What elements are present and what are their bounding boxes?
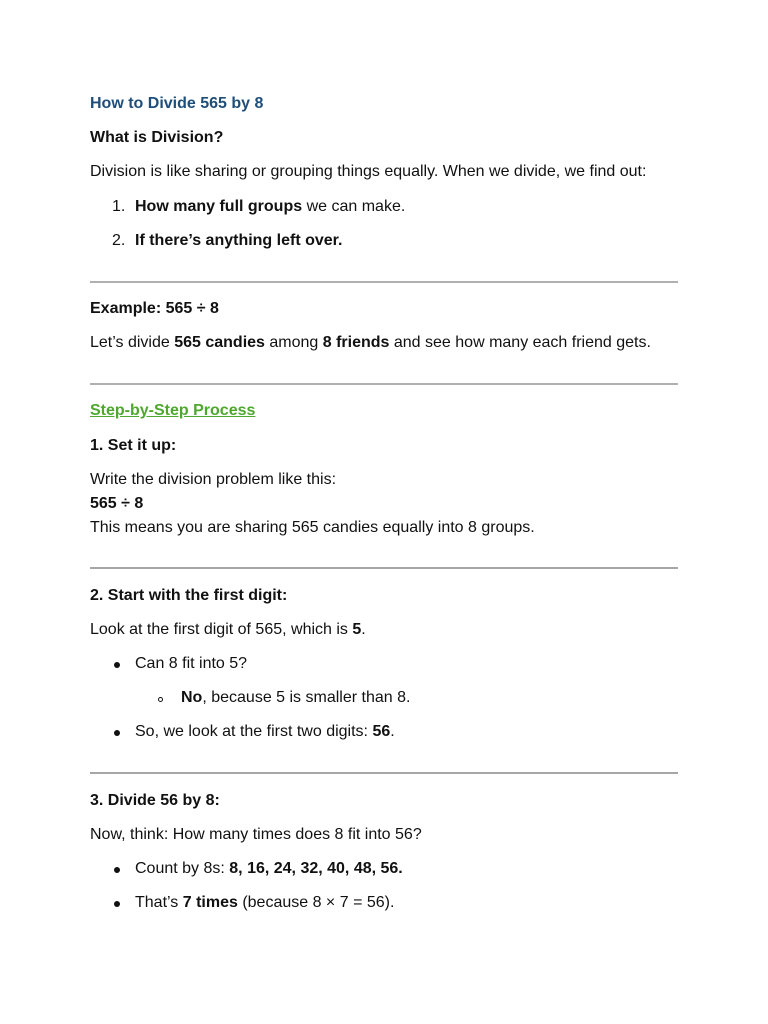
step2-bullet-2-text: So, we look at the first two digits: [135,723,373,740]
example-text-3: and see how many each friend gets. [389,334,651,351]
step1-line3: This means you are sharing 565 candies equally into 8 groups. [90,519,535,536]
document-title: How to Divide 565 by 8 [90,95,264,112]
example-heading: Example: 565 ÷ 8 [90,300,219,317]
divider [90,383,678,385]
step3-bullet-1-text: Count by 8s: [135,860,230,877]
step3-bullet-2 [135,893,394,913]
intro-paragraph: Division is like sharing or grouping things equally. When we divide, we find out: [90,163,647,180]
divider [90,772,678,774]
step3-bullet-1-bold: 8, 16, 24, 32, 40, 48, 56. [229,860,403,877]
example-text-1: Let’s divide [90,334,175,351]
step3-heading: 3. Divide 56 by 8: [90,792,220,809]
step2-text: Look at the first digit of 565, which is [90,621,353,638]
step2-bold-digit: 5 [352,621,362,638]
list-number-1: 1. [112,198,126,215]
step3-paragraph: Now, think: How many times does 8 fit into 56? [90,826,422,843]
divider [90,281,678,283]
step1-heading: 1. Set it up: [90,437,177,454]
list-number-2: 2. [112,232,126,249]
sub-bullet-rest: , because 5 is smaller than 8. [202,689,411,706]
list-item-2-bold: If there’s anything left over. [135,232,343,249]
bullet-icon [114,662,120,668]
list-item-2 [135,231,342,251]
example-bold-friends: 8 friends [322,334,390,351]
step2-bullet-2 [135,722,395,742]
section-heading-link[interactable]: Step-by-Step Process [90,402,256,419]
divider [90,567,678,569]
list-item-1-rest: we can make. [302,198,406,215]
step3-bullet-2-rest: (because 8 × 7 = 56). [237,894,395,911]
step3-bullet-1 [135,859,403,879]
list-item-1-bold: How many full groups [135,198,303,215]
sub-bullet-bold: No [181,689,203,706]
example-paragraph [90,333,651,353]
example-bold-candies: 565 candies [174,334,265,351]
step3-bullet-2-bold: 7 times [182,894,238,911]
list-item-1 [135,197,405,217]
step1-line1: Write the division problem like this: [90,471,337,488]
bullet-icon [114,901,120,907]
step2-bullet-1: Can 8 fit into 5? [135,655,248,672]
step2-text-end: . [361,621,366,638]
step2-heading: 2. Start with the first digit: [90,587,288,604]
step1-equation: 565 ÷ 8 [90,495,144,512]
step2-sub-bullet [181,688,410,708]
sub-bullet-icon [158,697,163,702]
step3-bullet-2-text: That’s [135,894,183,911]
step2-bullet-2-end: . [390,723,395,740]
example-text-2: among [264,334,323,351]
step2-paragraph [90,620,366,640]
what-is-division-heading: What is Division? [90,129,224,146]
step2-bullet-2-bold: 56 [372,723,391,740]
bullet-icon [114,867,120,873]
bullet-icon [114,730,120,736]
